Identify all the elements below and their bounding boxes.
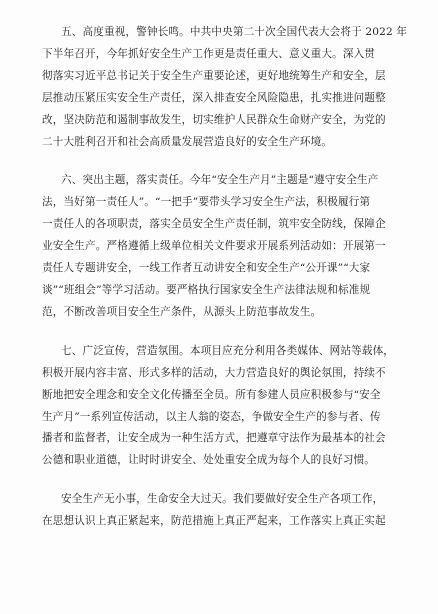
text-line: 下半年召开，今年抓好安全生产工作更是责任重大、意义重大。深入贯 <box>42 47 376 60</box>
text-line: 责任人专题讲安全，一线工作者互动讲安全和安全生产“公开课”“大家 <box>42 262 371 275</box>
text-line: 断地把安全理念和安全文化传播至全员。所有参建人员应积极参与“安全 <box>42 388 381 401</box>
text-line: 范，不断改善项目安全生产条件，从源头上防范事故发生。 <box>42 305 322 318</box>
text-line: 播者和监督者，让安全成为一种生活方式，把遵章守法作为最基本的社会 <box>42 432 386 445</box>
text-line: 法，当好第一责任人”。“一把手”要带头学习安全生产法，积极履行第 <box>42 196 371 209</box>
text-line: 积极开展内容丰富、形式多样的活动，大力营造良好的舆论氛围，持续不 <box>42 366 386 379</box>
text-line: 安全生产无小事，生命安全大过天。我们要做好安全生产各项工作， <box>61 493 384 506</box>
text-line: 在思想认识上真正紧起来，防范措施上真正严起来，工作落实上真正实起 <box>42 515 386 528</box>
text-line: 一责任人的各项职责，落实全员安全生产责任制，筑牢安全防线，保障企 <box>42 218 386 231</box>
text-line: 二十大胜利召开和社会高质量发展营造良好的安全生产环境。 <box>42 135 333 148</box>
text-line: 改，坚决防范和遏制事故发生，切实维护人民群众生命财产安全，为党的 <box>42 113 386 126</box>
text-line: 谈”“班组会”等学习活动。要严格执行国家安全生产法律法规和标准规 <box>42 283 371 296</box>
document-body <box>42 22 408 550</box>
text-line: 层推动压紧压实安全生产责任，深入排查安全风险隐患，扎实推进问题整 <box>42 91 386 104</box>
text-line: 五、高度重视，警钟长鸣。中共中央第二十次全国代表大会将于 2022 年 <box>61 26 408 38</box>
paragraph-section-five <box>42 22 408 153</box>
paragraph-closing <box>42 489 398 533</box>
text-line: 生产月”一系列宣传活动，以主人翁的姿态，争做安全生产的参与者、传 <box>42 410 381 423</box>
text-line: 业安全生产。严格遵循上级单位相关文件要求开展系列活动如：开展第一 <box>42 240 386 253</box>
text-line: 七、广泛宣传，营造氛围。本项目应充分利用各类媒体、网站等载体， <box>61 344 395 357</box>
paragraph-section-six <box>42 170 398 323</box>
text-line: 彻落实习近平总书记关于安全生产重要论述，更好地统筹生产和安全，层 <box>42 69 386 82</box>
text-line: 公德和职业道德，让时时讲安全、处处重安全成为每个人的良好习惯。 <box>42 454 376 467</box>
paragraph-section-seven <box>42 341 398 472</box>
text-line: 六、突出主题，落实责任。今年“安全生产月”主题是“遵守安全生产 <box>61 174 379 187</box>
